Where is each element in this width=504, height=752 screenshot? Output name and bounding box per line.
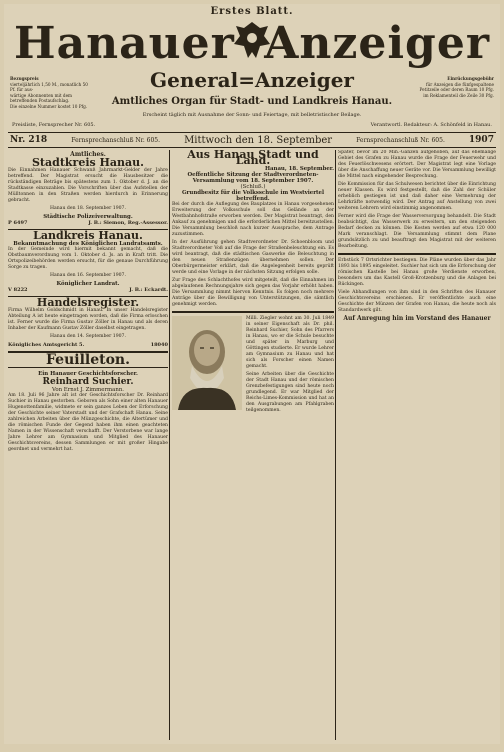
feuilleton-subheading: Ein Hanauer Geschichtsforscher. bbox=[38, 371, 138, 377]
feuilleton-heading: Feuilleton. bbox=[46, 352, 130, 368]
right-text-3: Ferner wird die Frage der Wasserversorgung behandelt. Die Stadt beabsichtigt, das Wasserwerk zu erweitern, um den steigenden Bedarf decken zu können. Die Kosten werden auf etwa 120 000 Mark veranschlagt. Die Versammlung stimmt dem Plane grundsätzlich zu und beauftragt den Magistrat mit der weiteren Bearbeitung. bbox=[338, 214, 496, 249]
right-text-4: Erbstück 7 Ortsrichter bestiegen. Die Pläne wurden über das Jahr 1893 bis 1895 eingeleitet. Suchier hat sich um die Erforschung der römischen Kastelle bei Hanau große Verdienste erworben, besonders um das Kastell Groß-Krotzenburg und die Anlagen bei Rückingen. bbox=[338, 258, 496, 287]
feuilleton-text: Am 18. Juli 96 Jahre alt ist der Geschichtsforscher Dr. Reinhard Suchier in Hanau gestorben. Geboren als Sohn einer alten Hanauer Hugenottenfamilie, widmete er sein ganzes Leben der Erforschung der Geschichte seiner Vaterstadt und der Grafschaft Hanau. Seine zahlreichen Arbeiten über die Münzgeschichte, die Altertümer und die römischen Funde der Gegend haben ihm einen geachteten Namen in der Wissenschaft verschafft. Der Verstorbene war lange Jahre Lehrer am Gymnasium und Mitglied des Hanauer Geschichtsvereins, dessen Sammlungen er mit großer Hingabe geordnet und vermehrt hat. bbox=[8, 393, 168, 452]
title-left: Hanauer bbox=[14, 18, 235, 69]
right-text-1: Später, bevor im 20 Min.-Ganzen aufgehoben, auf das ehemalige Gebiet des Grafen zu Hanau wurde die Frage der Feuerwehr und des Feuerlöschwesens erörtert. Der Magistrat legt eine Vorlage über die Anschaffung neuer Geräte vor. Die Versammlung bewilligt die Mittel nach eingehender Besprechung. bbox=[338, 150, 496, 179]
editor-note: Verantwortl. Redakteur: A. Schönfeld in Hanau. bbox=[370, 122, 492, 128]
column-right bbox=[338, 150, 496, 740]
feuilleton-title: Reinhard Suchier. bbox=[42, 377, 134, 387]
local-news-dateline: Hanau, 18. September. bbox=[264, 166, 334, 172]
divider bbox=[338, 253, 496, 255]
stadtkreis-signature bbox=[8, 220, 168, 226]
publication-note: Erscheint täglich mit Ausnahme der Sonn- und Feiertage, mit belletristischer Beilage. bbox=[142, 112, 362, 118]
stadtkreis-text: Die Einnahmen Hanauer Schwanß Jahrmarkt-Gelder der Jahre betreffend. Der Magistrat ersucht die Hausbesitzer die rückständigen Beträge bis spätestens zum 1. Oktober d. J. an die Stadtkasse einzuzahlen. Die Vorschriften über das Aufstellen der Mülltonnen in den Straßen werden hierdurch in Erinnerung gebracht. bbox=[8, 168, 168, 203]
session-heading: Oeffentliche Sitzung der Stadtverordneten-Versammlung vom 18. September 1907. bbox=[187, 172, 319, 184]
subscription-line: wärtige Abonnenten mit dem betreffenden Postaufschlag. bbox=[10, 92, 73, 104]
handelsregister-office: Königliches Amtsgericht 5. bbox=[8, 342, 85, 348]
stadtkreis-sign-name: J. B.: Siemon, Reg.-Assessor. bbox=[88, 220, 168, 226]
landkreis-sign-name: J. B.: Eckardt. bbox=[129, 287, 168, 293]
feuilleton-author: Von Ernst J. Zimmermann. bbox=[51, 387, 125, 393]
right-text-5: Viele Abhandlungen von ihm sind in den Schriften des Hanauer Geschichtsvereins erschienen. Er veröffentlichte auch eine Geschichte der Münzen der Grafen von Hanau, die heute noch als Standardwerk gilt. bbox=[338, 290, 496, 313]
issue-year: 1907 bbox=[468, 135, 494, 145]
amtliches-heading: Amtliches. bbox=[70, 151, 106, 158]
right-caption: Auf Anregung hin im Vorstand des Hanauer bbox=[343, 315, 491, 322]
session-text-2: In der Ausführung gehen Stadtverordneter Dr. Schoenbloom und Stadtverordneter Voß auf die Frage der Straßenbeleuchtung ein. Es wird beantragt, daß die städtischen Gaswerke die Beleuchtung in den neuen Straßenzügen übernehmen sollen. Der Oberbürgermeister erklärt, daß die Angelegenheit bereits geprüft werde und eine Vorlage in der nächsten Sitzung erfolgen solle. bbox=[172, 240, 334, 275]
handelsregister-date: Hanau den 14. September 1907. bbox=[50, 334, 126, 339]
fee-heading: Einrückungsgebühr bbox=[447, 76, 494, 81]
stadtkreis-office: Städtische Polizeiverwaltung. bbox=[43, 214, 133, 220]
column-left bbox=[8, 150, 168, 740]
column-divider bbox=[335, 150, 336, 740]
landkreis-sign-number: V 8222 bbox=[8, 287, 28, 293]
right-text-2: Die Kommission für das Schulwesen berichtet über die Einrichtung neuer Klassen. Es wird festgestellt, daß die Zahl der Schüler erheblich gestiegen ist und daß daher eine Vermehrung der Lehrkräfte notwendig wird. Der Antrag auf Anstellung von zwei weiteren Lehrern wird einstimmig angenommen. bbox=[338, 182, 496, 211]
session-text-3: Zur Frage des Schlachthofes wird mitgeteilt, daß die Einnahmen im abgelaufenen Rechnungsjahre sich gegen das Vorjahr erhöht haben. Die Versammlung nimmt hiervon Kenntnis. Es folgen noch mehrere Anträge über die Bewilligung von Unterstützungen, die sämtlich genehmigt werden. bbox=[172, 278, 334, 307]
handelsregister-heading: Handelsregister. bbox=[36, 296, 140, 309]
fee-line: im Reklamenteil die Zeile 30 Pfg. bbox=[423, 92, 494, 98]
session-text-1: Bei der durch die Auflegung des Bauplatzes in Hanau vorgesehenen Erweiterung der Volksschule soll das Gelände an der Westbahnhofstraße erworben werden. Der Magistrat beantragt, den Ankauf zu genehmigen und die erforderlichen Mittel bereitzustellen. Die Versammlung beschloß nach kurzer Aussprache, dem Antrage zuzustimmen. bbox=[172, 202, 334, 237]
erstes-blatt-label: Erstes Blatt. bbox=[210, 6, 294, 17]
landkreis-date: Hanau den 16. September 1907. bbox=[50, 273, 126, 278]
landkreis-signature bbox=[8, 287, 168, 293]
landkreis-text: In der Gemeinde wird hiermit bekannt gemacht, daß die Obstbaumverordnung vom 1. Oktober d. Js. an in Kraft tritt. Die Ortspolizeibehörden werden ersucht, für die genaue Durchführung Sorge zu tragen. bbox=[8, 247, 168, 270]
session-continuation: (Schluß.) bbox=[240, 184, 266, 190]
subtitle: General=Anzeiger bbox=[150, 68, 354, 92]
price-list-note: Preisliste, Fernsprecher Nr. 605. bbox=[12, 122, 96, 128]
masthead bbox=[4, 4, 500, 154]
phone-left: Fernsprechanschluß Nr. 605. bbox=[71, 136, 161, 144]
issue-number: Nr. 218 bbox=[10, 135, 48, 145]
column-middle bbox=[172, 150, 334, 740]
title-right: Anzeiger bbox=[264, 18, 490, 69]
stadtkreis-heading: Stadtkreis Hanau. bbox=[31, 156, 144, 169]
tagline: Amtliches Organ für Stadt- und Landkreis Hanau. bbox=[111, 96, 393, 107]
biography-text-2: Seine Arbeiten über die Geschichte der Stadt Hanau und der römischen Grenzbefestigungen sind heute noch grundlegend. Er war Mitglied der Reichs-Limes-Kommission und hat an den Ausgrabungen am Pfahlgraben teilgenommen. bbox=[246, 372, 334, 413]
stadtkreis-sign-number: P 6497 bbox=[8, 220, 28, 226]
issue-bar bbox=[8, 132, 496, 148]
newspaper-page bbox=[4, 4, 500, 744]
subscription-line: vierteljährlich 1,50 M., monatlich 50 Pf. für aus- bbox=[10, 81, 88, 93]
handelsregister-signature bbox=[8, 342, 168, 348]
issue-date: Mittwoch den 18. September bbox=[184, 134, 333, 146]
handelsregister-number: 18040 bbox=[150, 342, 168, 348]
divider bbox=[172, 311, 334, 313]
landkreis-heading: Landkreis Hanau. bbox=[33, 229, 143, 242]
subscription-heading: Bezugspreis bbox=[10, 76, 39, 81]
portrait-image bbox=[172, 316, 242, 410]
landkreis-subheading: Bekanntmachung des Königlichen Landratsamts. bbox=[13, 241, 163, 247]
biography-text-1: Milli. Ziegler wohnt am 30. Juli 1849 in seiner Eigenschaft als Dr. phil. Reinhard Suchier, Sohn des Pfarrers in Hanau, wo er die Schule besuchte und später in Marburg und Göttingen studierte. Er wurde Lehrer am Gymnasium zu Hanau und hat sich als Forscher einen Namen gemacht. bbox=[246, 316, 334, 369]
phone-right: Fernsprechanschluß Nr. 605. bbox=[356, 136, 445, 144]
subscription-line: Die einzelne Nummer kostet 10 Pfg. bbox=[10, 103, 88, 109]
local-news-heading: Aus Hanau Stadt und Land. bbox=[187, 150, 319, 167]
landkreis-office: Königlicher Landrat. bbox=[56, 281, 120, 287]
stadtkreis-date: Hanau den 18. September 1907. bbox=[50, 206, 126, 211]
handelsregister-text: Firma Wilhelm Goldschmidt in Hanau. In unser Handelsregister Abteilung A ist heute eingetragen worden, daß die Firma erloschen ist. Ferner wurde die Firma Gustav Zöller in Hanau und als deren Inhaber der Kaufmann Gustav Zöller daselbst eingetragen. bbox=[8, 308, 168, 331]
column-divider bbox=[169, 150, 170, 740]
fee-line: für Anzeigen die fünfgespaltene Petitzeile oder deren Raum 10 Pfg. bbox=[419, 81, 494, 93]
agenda-item: Grundbesitz für die Volksschule im Westviertel betreffend. bbox=[181, 190, 325, 202]
